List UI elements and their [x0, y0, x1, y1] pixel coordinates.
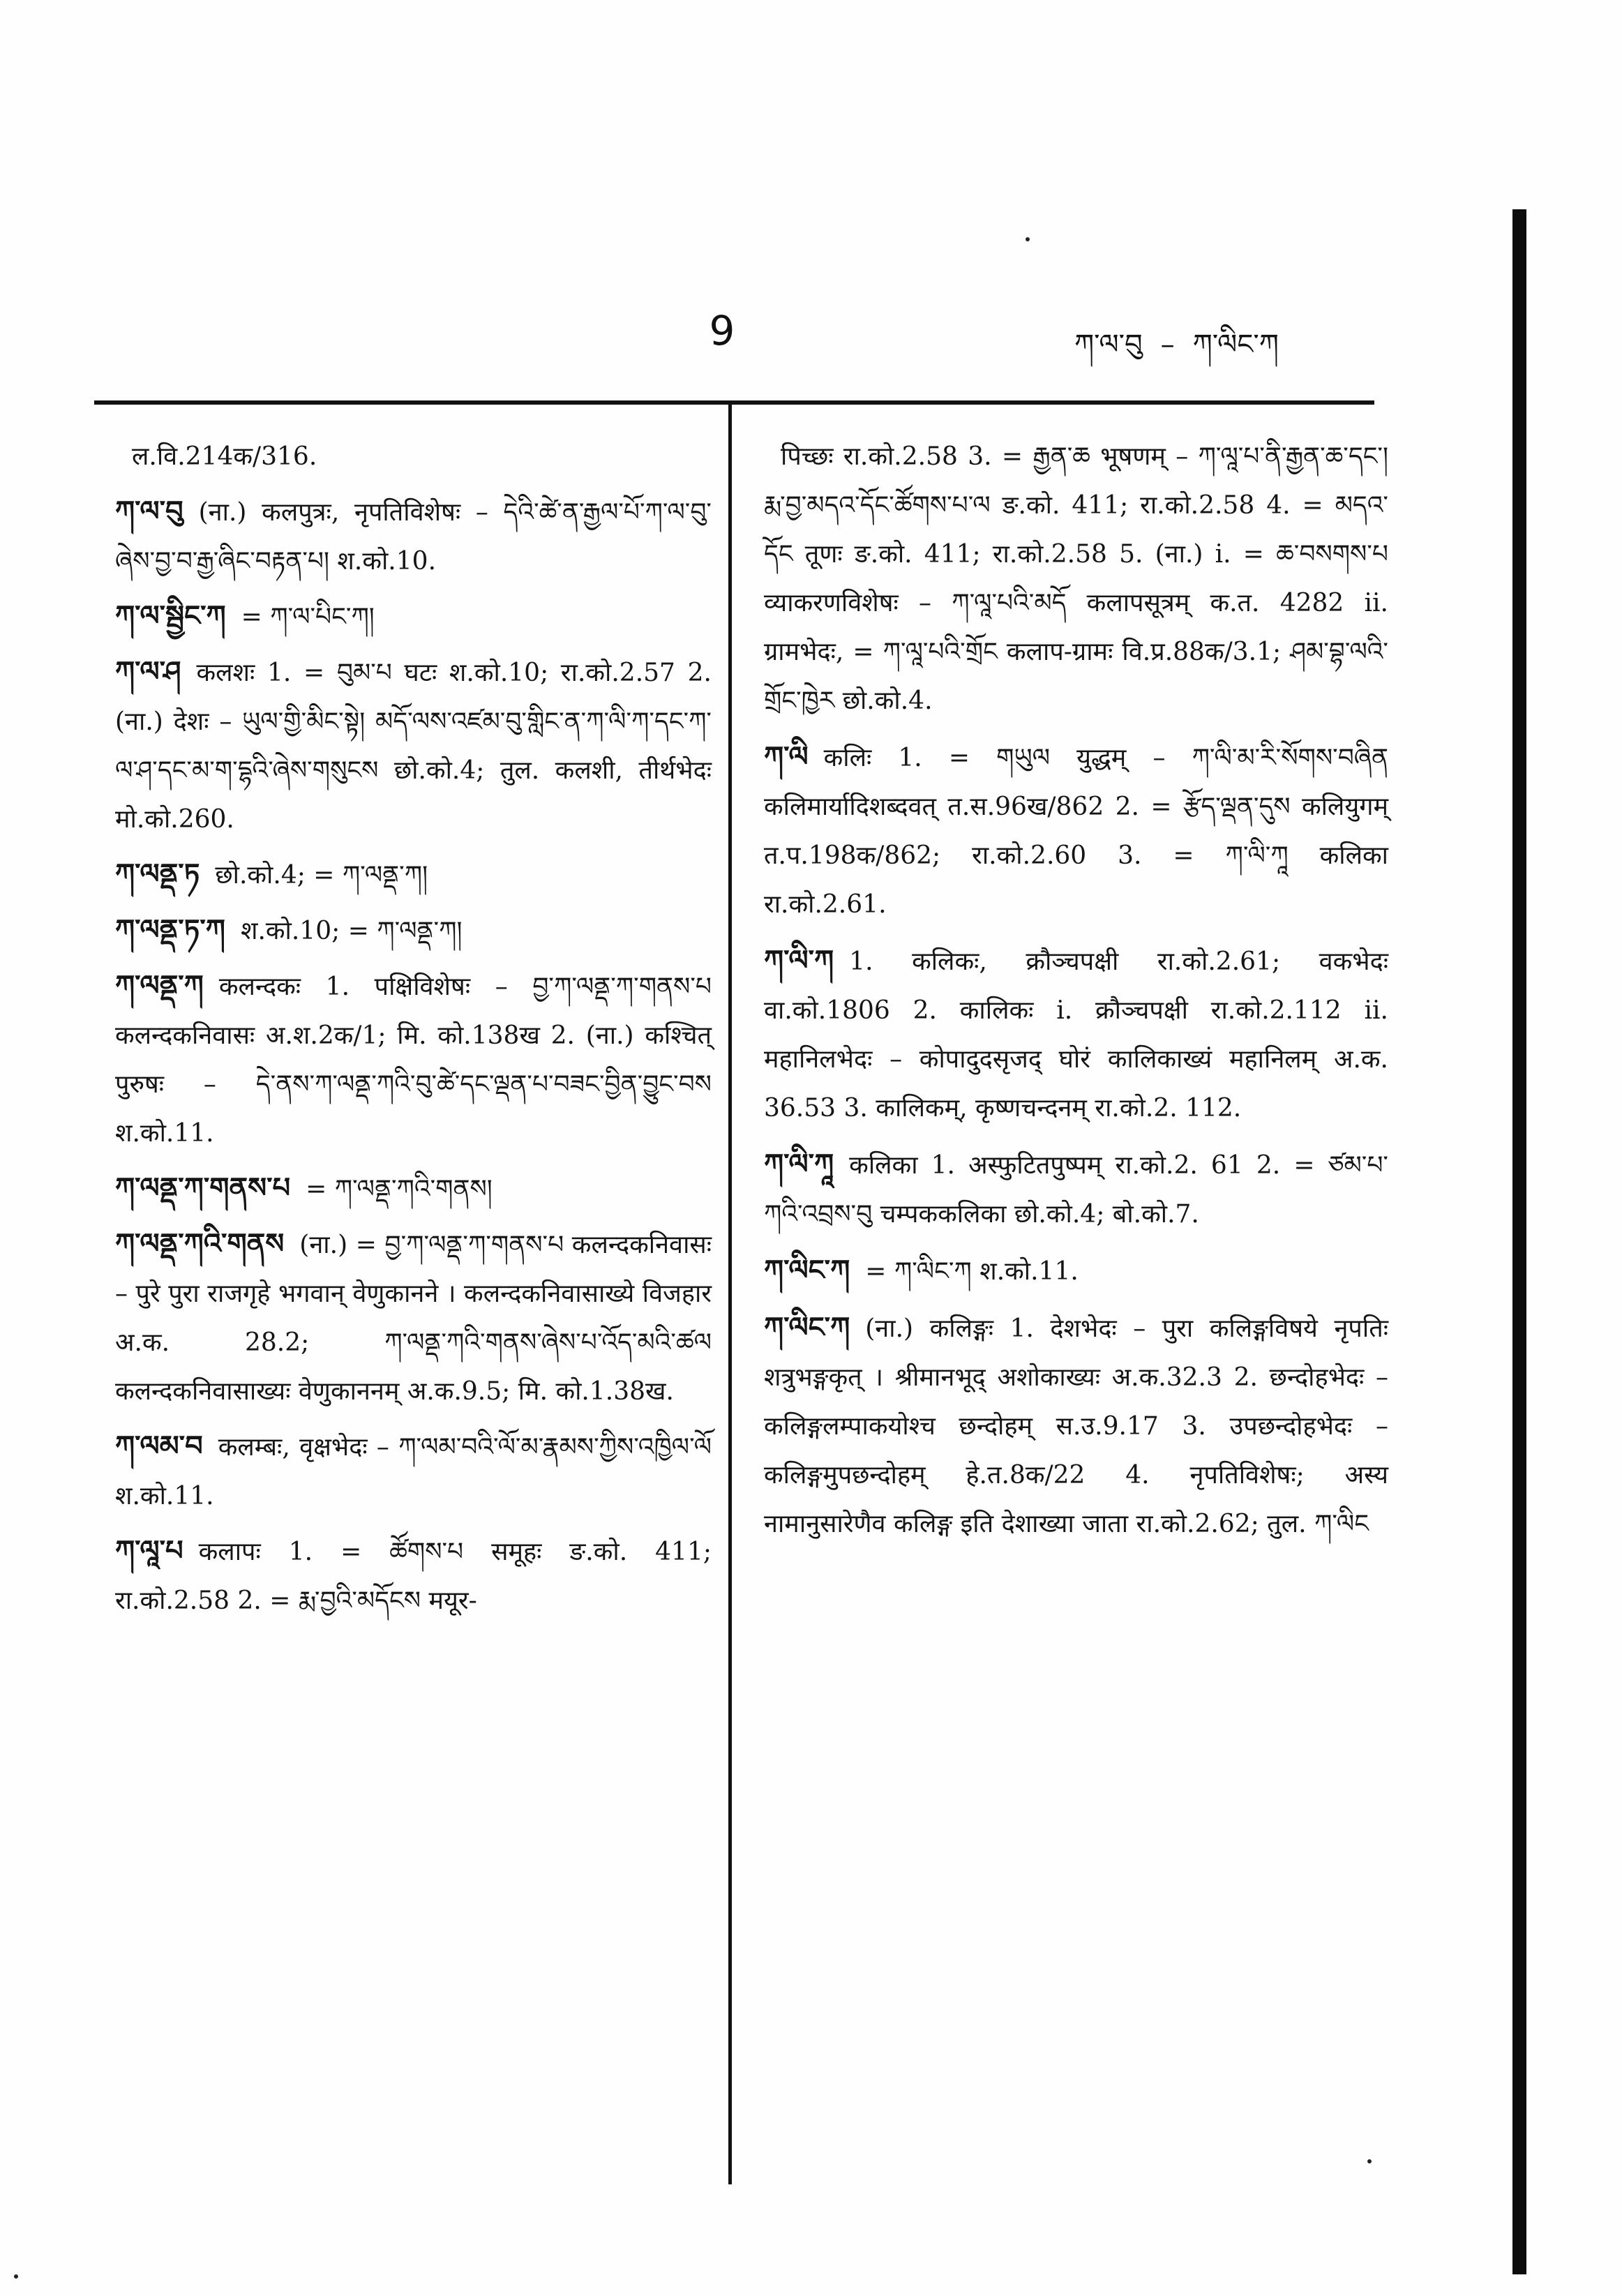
entry-headword: ཀ་ལནྡ་ཀ་གནས་པ	[115, 1171, 291, 1204]
dictionary-entry	[115, 961, 712, 1158]
entry-body: = ཀ་ལནྡ་ཀའི་གནས།	[306, 1175, 493, 1203]
entry-body: = ཀ་ལིང་ཀ श.को.11.	[865, 1257, 1079, 1286]
entry-body: = ཀ་ལ་པིང་ཀ།	[241, 603, 375, 631]
scan-speck	[1026, 237, 1030, 241]
entry-headword: ཀ་ལི་ཀ	[764, 944, 834, 977]
entry-headword: ཀ་ལ་ཤ	[115, 655, 181, 688]
running-head-first-word: ཀ་ལ་བུ	[1074, 329, 1143, 361]
entry-headword: ཀ་ལ་སྦྱིང་ཀ	[115, 599, 226, 632]
entry-body: कलिका 1. अस्फुटितपुष्पम् रा.को.2. 61 2. = ཙམ་པ་ཀའི་འབྲས་བུ चम्पककलिका छो.को.4; बो.को.7.	[764, 1151, 1388, 1229]
entry-body: छो.को.4; = ཀ་ལནྡ་ཀ།	[215, 861, 428, 890]
entry-body: ल.वि.214क/316.	[132, 442, 317, 471]
scan-edge-bar	[1512, 209, 1526, 2274]
entry-headword: ཀ་ལིང་ཀ	[764, 1311, 850, 1344]
dictionary-entry	[764, 1303, 1388, 1549]
entry-body: पिच्छः रा.को.2.58 3. = རྒྱན་ཆ भूषणम् – ཀ་ལཱ་པ་ནི་རྒྱན་ཆ་དང་། རྨ་བྱ་མདའ་དོང་ཚོགས་པ་ལ ङ.को. 411; रा.को.2.58 4. = མདའ་དོང तूणः ङ.को. 411; रा.को.2.58 5. (ना.) i. = ཆ་བསགས་པ व्याकरणविशेषः – ཀ་ལཱ་པའི་མདོ कलापसूत्रम् क.त. 4282 ii. ग्रामभेदः, = ཀ་ལཱ་པའི་གྲོང कलाप-ग्रामः वि.प्र.88क/3.1; ཤམ་བྷ་ལའི་གྲོང་ཁྱེར छो.को.4.	[764, 442, 1388, 715]
entry-body: (ना.) कलपुत्रः, नृपतिविशेषः – དེའི་ཚེ་ན་རྒྱལ་པོ་ཀ་ལ་བུ་ཞེས་བྱ་བ་རྒྱ་ཞིང་བརྟན་པ། श.को.10.	[115, 498, 712, 576]
column-divider	[728, 402, 732, 2184]
entry-body: (ना.) कलिङ्गः 1. देशभेदः – पुरा कलिङ्गविषये नृपतिः शत्रुभङ्गकृत् । श्रीमानभूद् अशोकाख्यः अ.क.32.3 2. छन्दोहभेदः – कलिङ्गलम्पाकयोश्च छन्दोहम् स.उ.9.17 3. उपछन्दोहभेदः – कलिङ्गमुपछन्दोहम् हे.त.8क/22 4. नृपतिविशेषः; अस्य नामानुसारेणैव कलिङ्ग इति देशाख्या जाता रा.को.2.62; तुल. ཀ་ལིང	[764, 1314, 1388, 1538]
dictionary-entry	[115, 906, 712, 956]
entry-body: श.को.10; = ཀ་ལནྡ་ཀ།	[240, 917, 463, 945]
running-head-last-word: ཀ་ལིང་ཀ	[1192, 329, 1279, 361]
entry-body: कलशः 1. = བུམ་པ घटः श.को.10; रा.को.2.57 2. (ना.) देशः – ཡུལ་གྱི་མིང་སྟེ། མདོ་ལས་འཛམ་བུ་གླིང་ན་ཀ་ལི་ཀ་དང་ཀ་ལ་ཤ་དང་མ་ག་དྷའི་ཞེས་གསུངས छो.को.4; तुल. कलशी, तीर्थभेदः मो.को.260.	[115, 659, 712, 834]
dictionary-entry	[764, 1140, 1388, 1239]
entry-headword: ཀ་ལིང་ཀ	[764, 1254, 850, 1286]
entry-headword: ཀ་ལནྡ་ཀའི་གནས	[115, 1227, 285, 1260]
dictionary-entry	[115, 1220, 712, 1416]
entry-headword: ཀ་ལི་ཀཱ	[764, 1148, 834, 1180]
entry-headword: ཀ་ལམ་བ	[115, 1430, 203, 1462]
entry-body: कलापः 1. = ཚོགས་པ समूहः ङ.को. 411; रा.को.2.58 2. = རྨ་བྱའི་མདོངས मयूर-	[115, 1538, 712, 1615]
scan-speck	[1367, 2159, 1372, 2163]
right-column	[764, 431, 1388, 1556]
dictionary-entry	[115, 431, 712, 481]
entry-body: कलन्दकः 1. पक्षिविशेषः – བྱ་ཀ་ལནྡ་ཀ་གནས་པ कलन्दकनिवासः अ.श.2क/1; मि. को.138ख 2. (ना.) कश्चित् पुरुषः – དེ་ནས་ཀ་ལནྡ་ཀའི་བུ་ཚེ་དང་ལྡན་པ་བཟང་བྱིན་བྱུང་བས श.को.11.	[115, 973, 712, 1148]
dictionary-entry	[115, 592, 712, 642]
entry-headword: ཀ་ལཱ་པ	[115, 1534, 183, 1567]
dictionary-entry	[764, 733, 1388, 929]
scan-speck	[14, 2274, 18, 2279]
entry-body: 1. कलिकः, क्रौञ्चपक्षी रा.को.2.61; वकभेदः वा.को.1806 2. कालिकः i. क्रौञ्चपक्षी रा.को.2.112 ii. महानिलभेदः – कोपादुदसृजद् घोरं कालिकाख्यं महानिलम् अ.क. 36.53 3. कालिकम्, कृष्णचन्दनम् रा.को.2. 112.	[764, 947, 1388, 1123]
entry-headword: ཀ་ལནྡ་ཏ	[115, 857, 200, 890]
entry-headword: ཀ་ལནྡ་ཀ	[115, 969, 204, 1002]
dictionary-entry	[115, 1422, 712, 1521]
entry-body: कलिः 1. = གཡུལ युद्धम् – ཀ་ལི་མ་རི་སོགས་བཞིན कलिमार्यादिशब्दवत् त.स.96ख/862 2. = རྩོད་ལྡན་དུས कलियुगम् त.प.198क/862; रा.को.2.60 3. = ཀ་ལི་ཀཱ कलिका रा.को.2.61.	[764, 744, 1388, 919]
running-head	[1074, 313, 1402, 391]
dictionary-entry	[764, 431, 1388, 726]
dictionary-entry	[115, 1526, 712, 1626]
dictionary-entry	[764, 936, 1388, 1133]
running-head-separator: –	[1160, 329, 1175, 361]
header-rule	[94, 400, 1374, 405]
dictionary-entry	[764, 1246, 1388, 1296]
entry-headword: ཀ་ལི	[764, 740, 809, 773]
dictionary-entry	[115, 1164, 712, 1214]
entry-headword: ཀ་ལ་བུ	[115, 495, 183, 527]
entry-body: (ना.) = བྱ་ཀ་ལནྡ་ཀ་གནས་པ कलन्दकनिवासः – पुरे पुरा राजगृहे भगवान् वेणुकानने । कलन्दकनिवासाख्ये विजहार अ.क. 28.2; ཀ་ལནྡ་ཀའི་གནས་ཞེས་པ་འོད་མའི་ཚལ कलन्दकनिवासाख्यः वेणुकाननम् अ.क.9.5; मि. को.1.38ख.	[115, 1231, 712, 1406]
page-number: 9	[709, 307, 735, 354]
dictionary-entry	[115, 850, 712, 900]
entry-body: कलम्बः, वृक्षभेदः – ཀ་ལམ་བའི་ལོ་མ་རྣམས་ཀྱིས་འཁྱིལ་ལོ श.को.11.	[115, 1433, 712, 1510]
entry-headword: ཀ་ལནྡ་ཏ་ཀ	[115, 913, 225, 946]
left-column	[115, 431, 712, 1631]
dictionary-entry	[115, 647, 712, 844]
dictionary-entry	[115, 487, 712, 586]
